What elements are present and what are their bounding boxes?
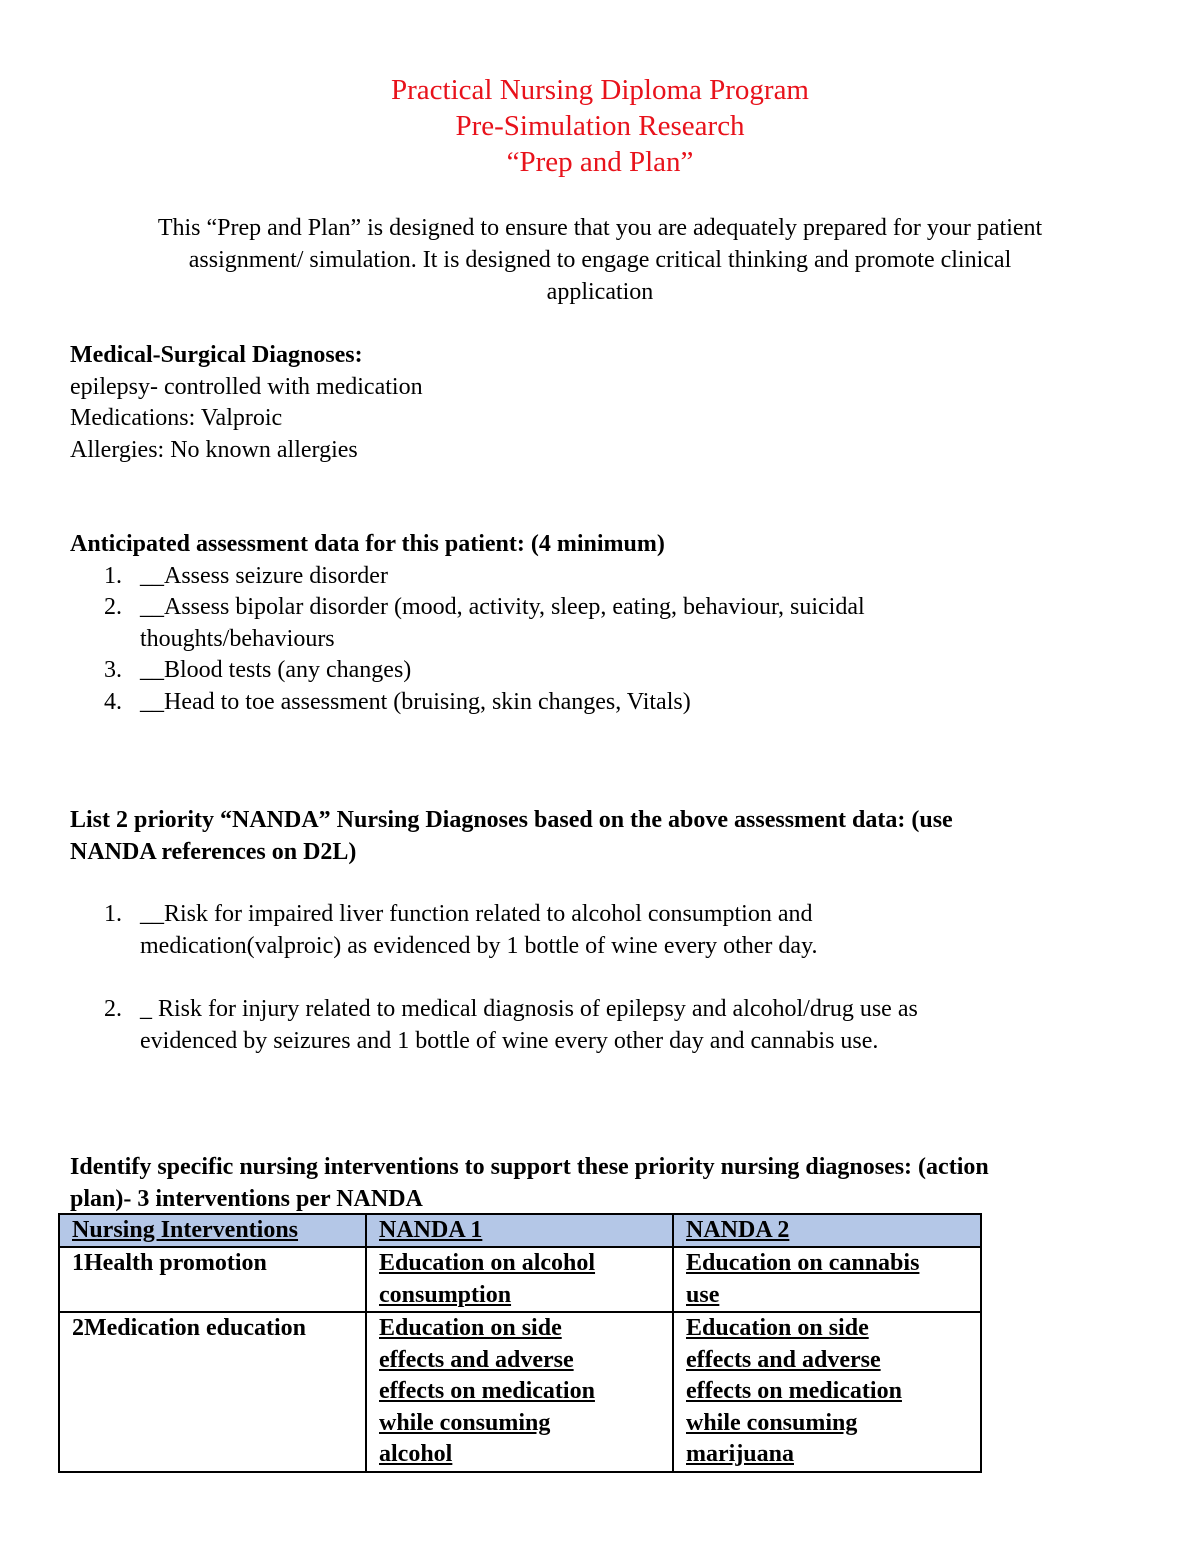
allergies-text: Allergies: No known allergies [70, 436, 358, 463]
cell-line: consumption [379, 1281, 512, 1308]
cell-line: Education on alcohol [379, 1250, 596, 1276]
intro-line-2: assignment/ simulation. It is designed to engage critical thinking and promote clinical [188, 247, 1012, 273]
assessment-section [70, 529, 1130, 718]
diagnosis-text: epilepsy- controlled with medication [70, 373, 423, 400]
intro-line-3: application [546, 279, 654, 305]
list-item [70, 687, 1130, 719]
assessment-heading: Anticipated assessment data for this patient: (4 minimum) [70, 531, 665, 557]
list-item-text: __Risk for impaired liver function related to alcohol consumption and [140, 901, 813, 927]
row-label: 2Medication education [59, 1312, 366, 1472]
nanda-2-cell [673, 1247, 981, 1312]
header-nanda-2: NANDA 2 [673, 1214, 981, 1247]
interventions-heading-line-1: Identify specific nursing interventions to support these priority nursing diagnoses: (action [70, 1154, 989, 1180]
cell-line: Education on cannabis [686, 1250, 920, 1276]
cell-line: effects and adverse [379, 1346, 574, 1373]
list-item [70, 994, 1130, 1057]
list-item-text: evidenced by seizures and 1 bottle of wine every other day and cannabis use. [140, 1027, 879, 1054]
header-nursing-interventions: Nursing Interventions [59, 1214, 366, 1247]
table-row [59, 1312, 981, 1472]
nanda-1-cell [366, 1312, 673, 1472]
nanda-heading-line-1: List 2 priority “NANDA” Nursing Diagnoses based on the above assessment data: (use [70, 807, 953, 833]
diagnoses-heading: Medical-Surgical Diagnoses: [70, 342, 363, 368]
interventions-section [70, 1152, 1130, 1215]
title-line-2: Pre-Simulation Research [455, 110, 745, 142]
list-item [70, 592, 1130, 655]
nanda-2-cell [673, 1312, 981, 1472]
table-row [59, 1247, 981, 1312]
list-number: 3. [104, 657, 122, 683]
cell-line: Education on side [379, 1315, 562, 1341]
nanda-heading-line-2: NANDA references on D2L) [70, 838, 357, 865]
list-item-text: thoughts/behaviours [140, 625, 335, 652]
interventions-table [58, 1213, 982, 1473]
cell-line: while consuming [379, 1409, 551, 1436]
title-line-1: Practical Nursing Diploma Program [391, 74, 809, 106]
list-item-text: __Assess bipolar disorder (mood, activity, sleep, eating, behaviour, suicidal [140, 594, 865, 620]
title-line-3: “Prep and Plan” [506, 146, 694, 178]
cell-line: effects on medication [379, 1378, 595, 1404]
row-label: 1Health promotion [59, 1247, 366, 1312]
list-item [70, 899, 1130, 962]
list-number: 1. [104, 562, 122, 589]
table-header-row [59, 1214, 981, 1247]
list-item-text: _ Risk for injury related to medical diagnosis of epilepsy and alcohol/drug use as [140, 996, 918, 1022]
list-number: 2. [104, 996, 122, 1022]
interventions-heading-line-2: plan)- 3 interventions per NANDA [70, 1185, 423, 1212]
list-item-text: __Head to toe assessment (bruising, skin changes, Vitals) [140, 688, 691, 715]
list-item-text: medication(valproic) as evidenced by 1 bottle of wine every other day. [140, 932, 818, 959]
cell-line: Education on side [686, 1315, 869, 1341]
list-item-text: __Assess seizure disorder [140, 562, 388, 589]
list-number: 4. [104, 688, 122, 715]
intro-line-1: This “Prep and Plan” is designed to ensure that you are adequately prepared for your patient [157, 215, 1043, 241]
list-number: 2. [104, 594, 122, 620]
list-item [70, 561, 1130, 593]
diagnoses-section [70, 340, 1130, 466]
cell-line: use [686, 1281, 720, 1308]
list-item [70, 655, 1130, 687]
intro-paragraph [80, 212, 1120, 308]
medications-text: Medications: Valproic [70, 405, 283, 431]
cell-line: effects on medication [686, 1378, 902, 1404]
nanda-section [70, 805, 1130, 1057]
cell-line: while consuming [686, 1409, 858, 1436]
cell-line: marijuana [686, 1441, 794, 1467]
list-number: 1. [104, 901, 122, 927]
document-title [0, 72, 1200, 180]
list-item-text: __Blood tests (any changes) [140, 657, 412, 683]
nanda-list [70, 899, 1130, 1057]
assessment-list [70, 561, 1130, 719]
cell-line: effects and adverse [686, 1346, 881, 1373]
nanda-1-cell [366, 1247, 673, 1312]
cell-line: alcohol [379, 1441, 453, 1467]
header-nanda-1: NANDA 1 [366, 1214, 673, 1247]
